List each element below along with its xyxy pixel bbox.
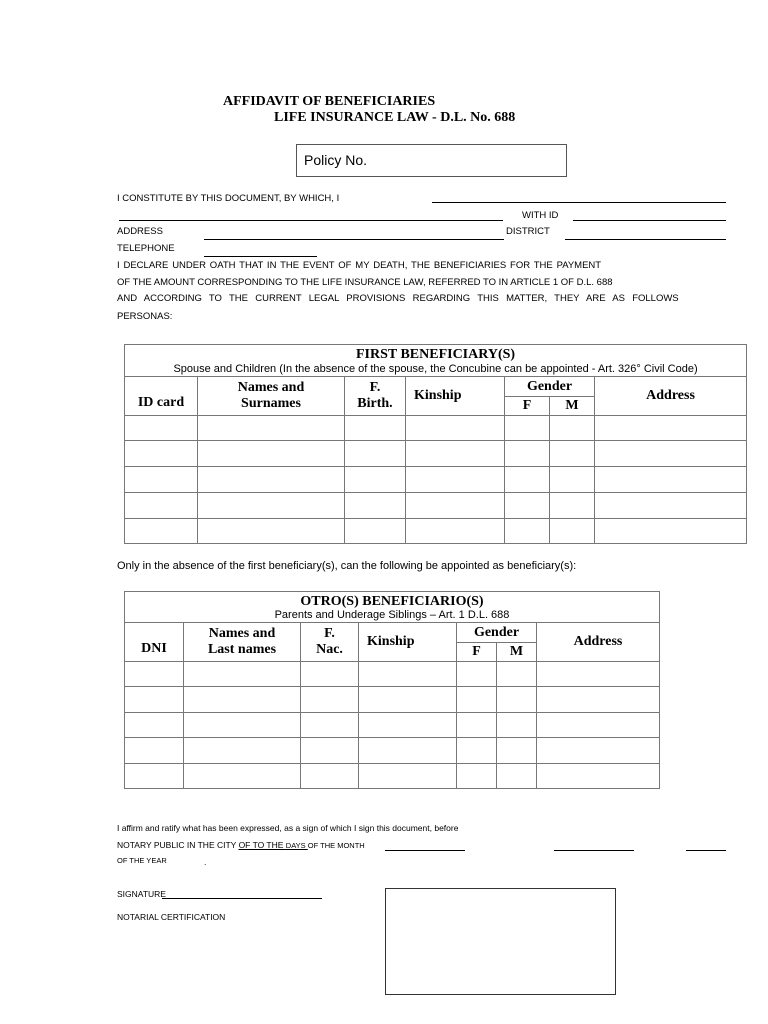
column-names-line2: Last names (207, 642, 277, 657)
column-birth-line2: Nac. (316, 642, 343, 657)
table-row[interactable] (125, 467, 747, 493)
notary-line (117, 840, 365, 850)
signature-label-part1: SIGNATU (117, 889, 155, 899)
extra-field-line[interactable] (686, 850, 726, 851)
column-address-label: Address (573, 634, 623, 649)
column-dni-label: DNI (141, 641, 167, 656)
column-gender-m (497, 643, 537, 662)
column-dni (125, 623, 184, 662)
affirm-text: I affirm and ratify what has been expressed, as a sign of which I sign this document, before (117, 823, 459, 833)
column-names-line1: Names and (237, 380, 305, 395)
column-kinship (406, 377, 505, 416)
telephone-field-line[interactable] (204, 256, 317, 257)
district-field-line[interactable] (565, 239, 726, 240)
id-field-line[interactable] (573, 220, 726, 221)
policy-number-field[interactable] (296, 144, 567, 177)
column-gender-m (550, 397, 595, 416)
declaration-line-1: I DECLARE UNDER OATH THAT IN THE EVENT OF MY DEATH, THE BENEFICIARIES FOR THE PAYMENT (117, 260, 602, 271)
notary-to-the-label: OF TO THE (238, 840, 286, 850)
constitute-text: I CONSTITUTE BY THIS DOCUMENT, BY WHICH, I (117, 193, 340, 204)
notarial-certification-label: NOTARIAL CERTIFICATION (117, 912, 226, 922)
alternate-beneficiaries-note: Only in the absence of the first beneficiary(s), can the following be appointed as beneficiary(s): (117, 560, 577, 572)
column-gender-label: Gender (526, 378, 573, 394)
other-beneficiaries-title: OTRO(S) BENEFICIARIO(S) (300, 594, 484, 609)
policy-number-label: Policy No. (304, 152, 368, 168)
column-gender-m-label: M (509, 644, 524, 659)
column-id-card-label: ID card (137, 395, 185, 410)
signature-label (117, 889, 166, 899)
name-continuation-line[interactable] (119, 220, 503, 221)
table-row[interactable] (125, 519, 747, 544)
table-row[interactable] (125, 416, 747, 441)
first-beneficiaries-header (125, 345, 747, 377)
table-row[interactable] (125, 738, 660, 764)
table-row[interactable] (125, 687, 660, 713)
month-field-line[interactable] (385, 850, 465, 851)
column-kinship (359, 623, 457, 662)
other-beneficiaries-subtitle: Parents and Underage Siblings – Art. 1 D.L. 688 (274, 609, 510, 621)
column-kinship-label: Kinship (367, 634, 415, 649)
column-names (198, 377, 345, 416)
column-gender-f-label: F (522, 398, 532, 413)
table-row[interactable] (125, 713, 660, 738)
district-label: DISTRICT (506, 226, 550, 237)
document-title: AFFIDAVIT OF BENEFICIARIES (223, 94, 436, 109)
first-beneficiaries-table (124, 344, 747, 544)
column-birth-line2: Birth. (357, 396, 393, 411)
declaration-line-4: PERSONAS: (117, 311, 173, 322)
first-beneficiaries-title: FIRST BENEFICIARY(S) (355, 347, 516, 362)
column-gender (457, 623, 537, 643)
column-id-card (125, 377, 198, 416)
signature-label-part2: RE (154, 889, 166, 899)
first-beneficiaries-subtitle: Spouse and Children (In the absence of the spouse, the Concubine can be appointed - Art. 326° Civil Code) (173, 363, 698, 375)
column-address-label: Address (646, 388, 695, 403)
column-gender-f-label: F (472, 644, 481, 659)
declaration-line-3: AND ACCORDING TO THE CURRENT LEGAL PROVISIONS REGARDING THIS MATTER, THEY ARE AS FOLLOWS (117, 293, 679, 304)
column-birth-line1: F. (369, 380, 381, 395)
column-gender (505, 377, 595, 397)
column-address (595, 377, 747, 416)
column-gender-f (457, 643, 497, 662)
column-gender-m-label: M (565, 398, 579, 413)
notary-days-label: DAYS (285, 841, 308, 850)
other-beneficiaries-header (125, 592, 660, 623)
column-gender-label: Gender (473, 624, 520, 640)
column-names-line1: Names and (208, 626, 276, 641)
address-field-line[interactable] (204, 239, 504, 240)
column-kinship-label: Kinship (414, 388, 462, 403)
name-field-line[interactable] (432, 202, 726, 203)
column-names-line2: Surnames (241, 396, 301, 411)
table-row[interactable] (125, 493, 747, 519)
column-address (537, 623, 660, 662)
declaration-line-2: OF THE AMOUNT CORRESPONDING TO THE LIFE INSURANCE LAW, REFERRED TO IN ARTICLE 1 OF D.L. 688 (117, 277, 613, 288)
column-birth (345, 377, 406, 416)
with-id-label: WITH ID (522, 210, 559, 221)
table-row[interactable] (125, 441, 747, 467)
column-birth (301, 623, 359, 662)
column-names (184, 623, 301, 662)
notarial-seal-box[interactable] (385, 888, 616, 995)
document-subtitle: LIFE INSURANCE LAW - D.L. No. 688 (274, 110, 516, 125)
address-label: ADDRESS (117, 226, 163, 237)
column-birth-line1: F. (324, 626, 335, 641)
other-beneficiaries-table (124, 591, 660, 789)
table-row[interactable] (125, 662, 660, 687)
notary-city-label: NOTARY PUBLIC IN THE CITY (117, 840, 239, 850)
signature-field-line[interactable] (162, 898, 322, 899)
year-label: OF THE YEAR (117, 856, 167, 865)
telephone-label: TELEPHONE (117, 243, 175, 254)
column-gender-f (505, 397, 550, 416)
year-dot: . (204, 857, 207, 867)
notary-month-label: OF THE MONTH (307, 841, 365, 850)
date-field-line[interactable] (554, 850, 634, 851)
table-row[interactable] (125, 764, 660, 789)
